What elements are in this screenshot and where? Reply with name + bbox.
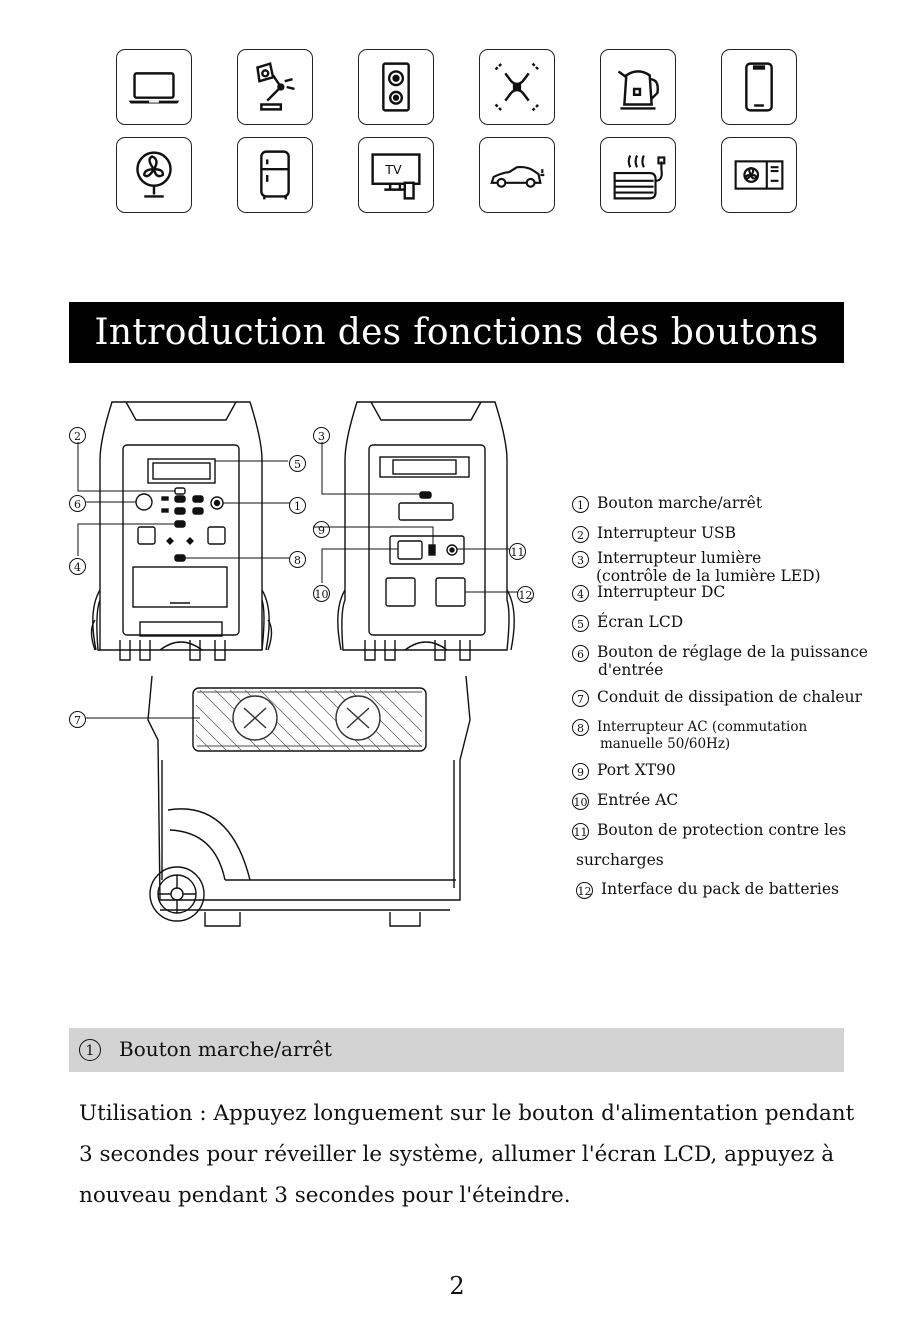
section-header: [69, 1028, 844, 1072]
legend-item-8: 8 Interrupteur AC (commutation: [572, 718, 807, 736]
callout-7: 7: [69, 709, 94, 728]
page-number: 2: [449, 1272, 465, 1300]
legend-item-6-line2: d'entrée: [598, 661, 664, 679]
callout-6: 6: [69, 493, 94, 512]
callout-11: 11: [509, 541, 534, 560]
legend-item-2: 2 Interrupteur USB: [572, 525, 736, 543]
legend-item-6: 6 Bouton de réglage de la puissance: [572, 644, 868, 662]
back-view-diagram: [338, 402, 514, 660]
usage-paragraph: Utilisation : Appuyez longuement sur le bouton d'alimentation pendant 3 secondes pour réveiller le système, allumer l'écran LCD, appuyez à nouveau pendant 3 secondes pour l'éteindre.: [79, 1101, 855, 1208]
callout-5: 5: [289, 453, 314, 472]
section-number: 1: [79, 1039, 101, 1061]
callout-10: 10: [313, 583, 338, 602]
legend-item-3: 3 Interrupteur lumière: [572, 550, 761, 568]
legend-item-9: 9 Port XT90: [572, 762, 676, 780]
legend-item-12: 12 Interface du pack de batteries: [577, 880, 839, 898]
callout-4: 4: [69, 556, 94, 575]
legend-item-7: 7 Conduit de dissipation de chaleur: [572, 689, 862, 707]
callout-3: 3: [313, 425, 338, 444]
legend-item-5: 5 Écran LCD: [572, 614, 683, 632]
callout-2: 2: [69, 425, 94, 444]
callout-12: 12: [517, 584, 542, 603]
section-banner-title: Introduction des fonctions des boutons: [69, 302, 844, 363]
callout-1: 1: [289, 495, 314, 514]
tv-label: TV: [385, 162, 402, 178]
legend-item-4: 4 Interrupteur DC: [572, 584, 725, 602]
legend-item-11-line2: surcharges: [576, 851, 664, 869]
legend-item-8-line2: manuelle 50/60Hz): [600, 736, 731, 752]
callout-9: 9: [313, 519, 338, 538]
legend-item-11: 11 Bouton de protection contre les: [573, 821, 847, 839]
front-view-diagram: [92, 402, 272, 660]
legend-item-10: 10 Entrée AC: [573, 791, 679, 809]
side-view-diagram: [148, 676, 470, 926]
legend-item-3-line2: (contrôle de la lumière LED): [596, 567, 821, 585]
callout-8: 8: [289, 549, 314, 568]
legend-item-1: 1 Bouton marche/arrêt: [572, 495, 762, 513]
section-title: Bouton marche/arrêt: [119, 1037, 332, 1061]
